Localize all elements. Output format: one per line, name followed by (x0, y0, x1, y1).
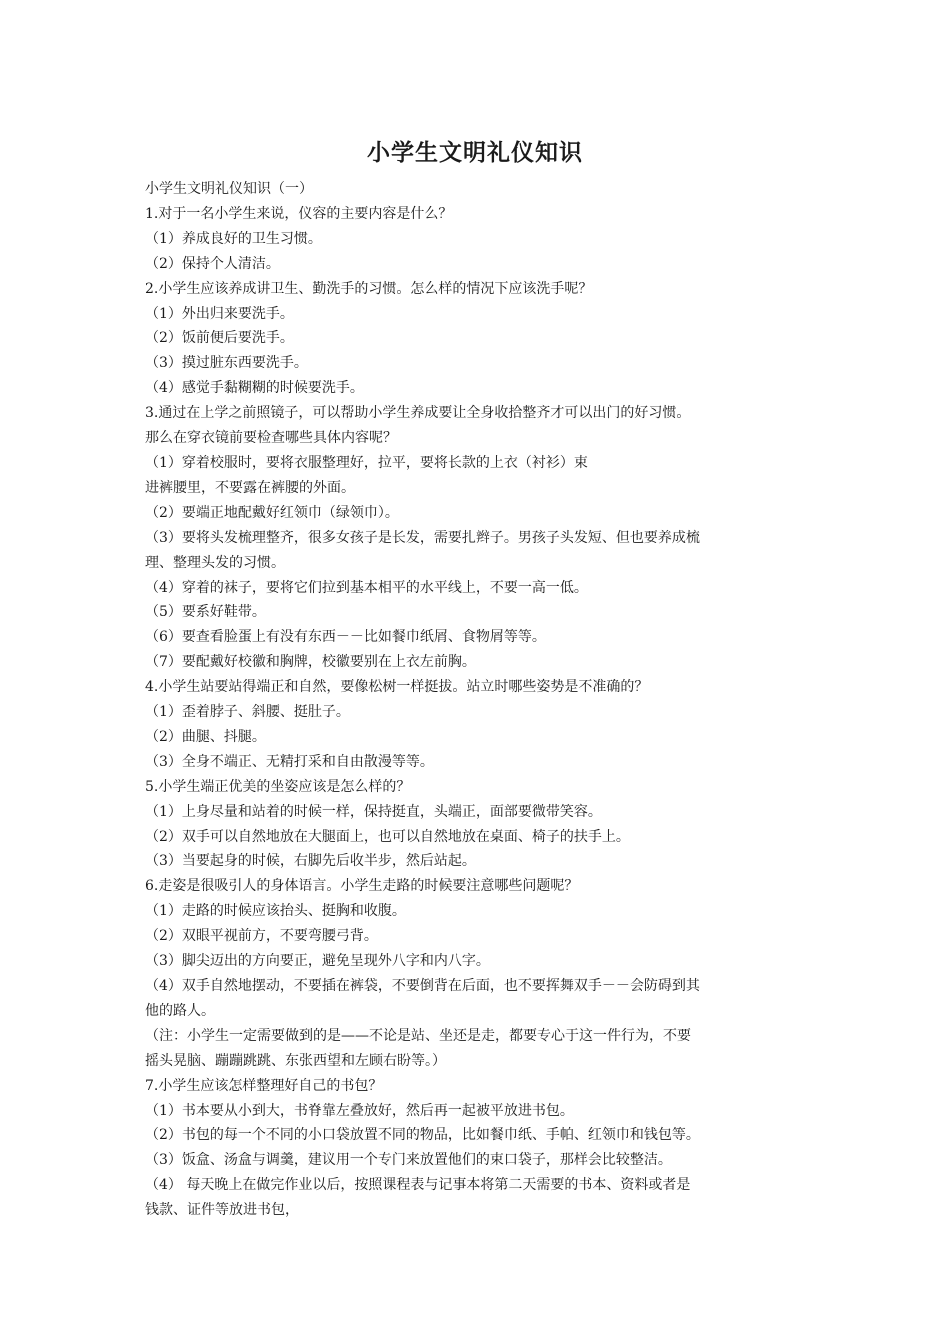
document-title: 小学生文明礼仪知识 (367, 140, 583, 166)
text-line: （2）要端正地配戴好红领巾（绿领巾）。 (145, 504, 399, 521)
text-line: （1）走路的时候应该抬头、挺胸和收腹。 (145, 903, 406, 920)
text-line: 3.通过在上学之前照镜子，可以帮助小学生养成要让全身收拾整齐才可以出门的好习惯。 (145, 405, 691, 422)
text-line: （4）穿着的袜子，要将它们拉到基本相平的水平线上，不要一高一低。 (145, 579, 588, 596)
text-line: （1）上身尽量和站着的时候一样，保持挺直，头端正，面部要微带笑容。 (145, 803, 602, 820)
text-line: 5.小学生端正优美的坐姿应该是怎么样的？ (145, 778, 411, 795)
text-line: 6.走姿是很吸引人的身体语言。小学生走路的时候要注意哪些问题呢？ (145, 878, 579, 895)
text-line: 理、整理头发的习惯。 (145, 554, 285, 571)
text-line: 摇头晃脑、蹦蹦跳跳、东张西望和左顾右盼等。） (145, 1052, 446, 1069)
text-line: （2）饭前便后要洗手。 (145, 330, 294, 347)
text-line: （4）双手自然地摆动，不要插在裤袋，不要倒背在后面，也不要挥舞双手－－会防碍到其 (145, 978, 700, 994)
text-line: （1）歪着脖子、斜腰、挺肚子。 (145, 704, 350, 721)
text-line: （5）要系好鞋带。 (145, 604, 266, 621)
text-line: （2）双眼平视前方，不要弯腰弓背。 (145, 928, 378, 945)
text-line: （2）曲腿、抖腿。 (145, 728, 266, 745)
text-line: （4） 每天晚上在做完作业以后，按照课程表与记事本将第二天需要的书本、资料或者是 (145, 1177, 691, 1194)
text-line: 钱款、证件等放进书包， (145, 1202, 299, 1219)
text-line: （2）保持个人清洁。 (145, 255, 280, 272)
text-line: 他的路人。 (145, 1002, 215, 1019)
text-line: （2）书包的每一个不同的小口袋放置不同的物品，比如餐巾纸、手帕、红领巾和钱包等。 (145, 1127, 700, 1144)
text-line: 7.小学生应该怎样整理好自己的书包？ (145, 1077, 383, 1094)
text-line: 小学生文明礼仪知识（一） (145, 181, 313, 197)
text-line: 进裤腰里，不要露在裤腰的外面。 (145, 479, 355, 496)
text-line: （3）脚尖迈出的方向要正，避免呈现外八字和内八字。 (145, 953, 490, 970)
text-line: （1）养成良好的卫生习惯。 (145, 230, 322, 247)
text-line: 2.小学生应该养成讲卫生、勤洗手的习惯。怎么样的情况下应该洗手呢？ (145, 280, 593, 297)
text-line: （1）外出归来要洗手。 (145, 305, 294, 322)
text-line: （3）摸过脏东西要洗手。 (145, 355, 308, 372)
text-line: （1）穿着校服时，要将衣服整理好，拉平，要将长款的上衣（衬衫）束 (145, 454, 588, 471)
text-line: （2）双手可以自然地放在大腿面上，也可以自然地放在桌面、椅子的扶手上。 (145, 828, 630, 845)
text-line: （4）感觉手黏糊糊的时候要洗手。 (145, 380, 364, 397)
text-line: （7）要配戴好校徽和胸牌，校徽要别在上衣左前胸。 (145, 654, 476, 671)
text-line: 1.对于一名小学生来说，仪容的主要内容是什么？ (145, 205, 453, 222)
text-line: 那么在穿衣镜前要检查哪些具体内容呢？ (145, 430, 397, 447)
text-line: （3）饭盒、汤盒与调羹，建议用一个专门来放置他们的束口袋子，那样会比较整洁。 (145, 1152, 672, 1169)
text-line: （6）要查看脸蛋上有没有东西－－比如餐巾纸屑、食物屑等等。 (145, 629, 546, 646)
text-line: （3）当要起身的时候，右脚先后收半步，然后站起。 (145, 853, 476, 870)
text-line: 4.小学生站要站得端正和自然，要像松树一样挺拔。站立时哪些姿势是不准确的？ (145, 679, 649, 696)
text-line: （注：小学生一定需要做到的是——不论是站、坐还是走，都要专心于这一件行为，不要 (145, 1027, 691, 1044)
text-line: （1）书本要从小到大，书脊靠左叠放好，然后再一起被平放进书包。 (145, 1102, 574, 1119)
text-line: （3）要将头发梳理整齐，很多女孩子是长发，需要扎辫子。男孩子头发短、但也要养成梳 (145, 529, 700, 546)
document-body (145, 177, 815, 1223)
text-line: （3）全身不端正、无精打采和自由散漫等等。 (145, 753, 434, 770)
